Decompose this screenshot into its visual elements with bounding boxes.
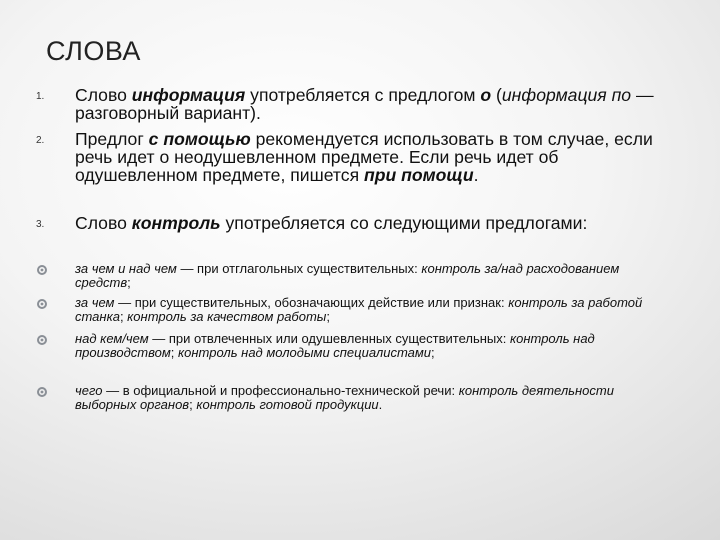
ring-bullet-icon (36, 334, 48, 346)
bullet-item-1 (36, 262, 676, 291)
numbered-item-1 (36, 86, 676, 122)
bullet-text: над кем/чем — при отвлеченных или одушевленных существительных: контроль над производством; контроль над молодыми специалистами; (75, 331, 595, 361)
item-number: 1. (36, 91, 45, 102)
slide-title: СЛОВА (46, 36, 141, 66)
ring-bullet-icon (36, 386, 48, 398)
numbered-item-2 (36, 130, 676, 184)
ring-bullet-icon (36, 298, 48, 310)
bullet-text: чего — в официальной и профессионально-технической речи: контроль деятельности выборных органов; контроль готовой продукции. (75, 383, 614, 413)
item-text: Слово информация употребляется с предлогом о (информация по — разговорный вариант). (75, 85, 654, 123)
item-text: Слово контроль употребляется со следующими предлогами: (75, 213, 588, 233)
bullet-text: за чем — при существительных, обозначающих действие или признак: контроль за работой станка; контроль за качеством работы; (75, 295, 643, 325)
bullet-item-2 (36, 296, 676, 325)
item-number: 3. (36, 219, 45, 230)
item-number: 2. (36, 135, 45, 146)
bullet-item-4 (36, 384, 676, 413)
numbered-item-3 (36, 214, 676, 232)
ring-bullet-icon (36, 264, 48, 276)
item-text: Предлог с помощью рекомендуется использовать в том случае, если речь идет о неодушевленном предмете. Если речь идет об одушевленном предмете, пишется при помощи. (75, 129, 653, 185)
bullet-item-3 (36, 332, 676, 361)
bullet-text: за чем и над чем — при отглагольных существительных: контроль за/над расходованием средств; (75, 261, 620, 291)
